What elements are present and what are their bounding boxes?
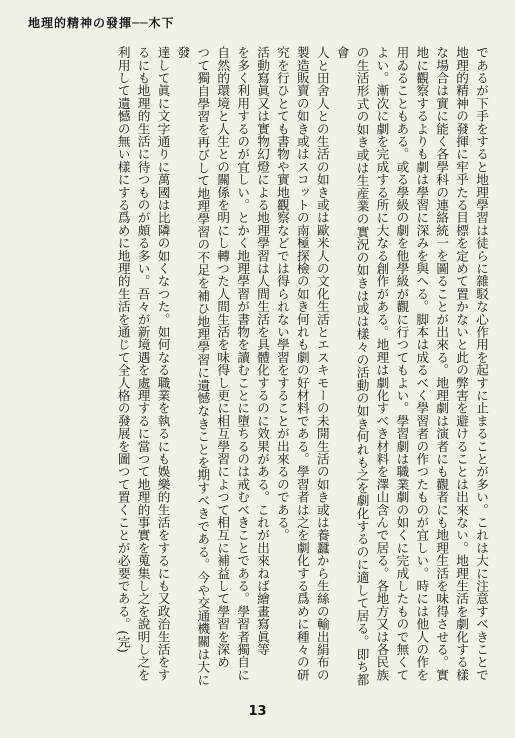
page-number: 13: [248, 704, 267, 719]
paragraph-1: であるが下手をすると地理學習は徒らに雜駁な心作用を起すに止まることが多い。これは大に注意すべきことで 地理的精神の發揮に牢乎たる目標を定めて置かないと此の弊害を避けることは出來ない。地理生活を劇化する樣 な場合は實に能く各學科の連絡統一を圖ることが出來る。地理劇は演者にも觀者にも地理生活を味得させる。實 地に觀察するよりも劇は學習に深みを與へる。脚本は成るべく學習者の作つたものが宜しい。時には他人の作を 用ゐることもある。或る學級の劇を他學級が觀に行つてもよい。學習劇は職業劇の如くに完成したもので無くて よい。漸次に劇を完成する所に大なる創作がある。地理は劇化すべき材料を澤山含んで居る。各地方又は各民族 の生活形式の如き或は生産業の實況の如きは或は樣々の活動の如き何れも之を劇化するのに適して居る。即ち都會 人と田舍人との生活の如き或は歐米人の文化生活とエスキモーの未開生活の如き或は養蠶から生絲の輸出絹布の 製造販賣の如き或はスコットの南極探檢の如き何れも劇の好材料である。學習者は之を劇化する爲めに種々の研 究を行ひとても書物や實地觀察などでは得られない學習をすることが出來るのである。: [274, 46, 489, 686]
running-header: 地理的精神の發揮──木下: [28, 16, 175, 30]
paragraph-2: 活動寫眞又は實物幻燈による地理學習は人間生活を具體化するのに效果がある。これが出來ねば繪畫寫眞等 を多く利用するのが宜しい。とかく地理學習が書物を讀むことに墮ちるのは戒むべきことである。學習者獨自に 自然的環境と人生との關係を明にし轉つた人間生活を味得し更に相互學習によつて相互に補益して學習を深め つて獨自學習を再びして地理學習の不足を補ひ地理學習に遺憾なきことを期すべきである。今や交通機關は大に發 達して眞に文字通りに萬國は比隣の如くなつた。如何なる職業を執るにも娛樂的生活をするにも又政治生活をす るにも地理的生活に待つものが頗る多い。吾々が新境遇を處理するに當つて地理的事實を蒐集し之を說明し之を 利用して遺憾の無い樣にする爲めに地理的生活を通じて全人格の發展を圖つて置くことが必要である。(完): [115, 46, 271, 686]
article-body: [28, 46, 491, 686]
